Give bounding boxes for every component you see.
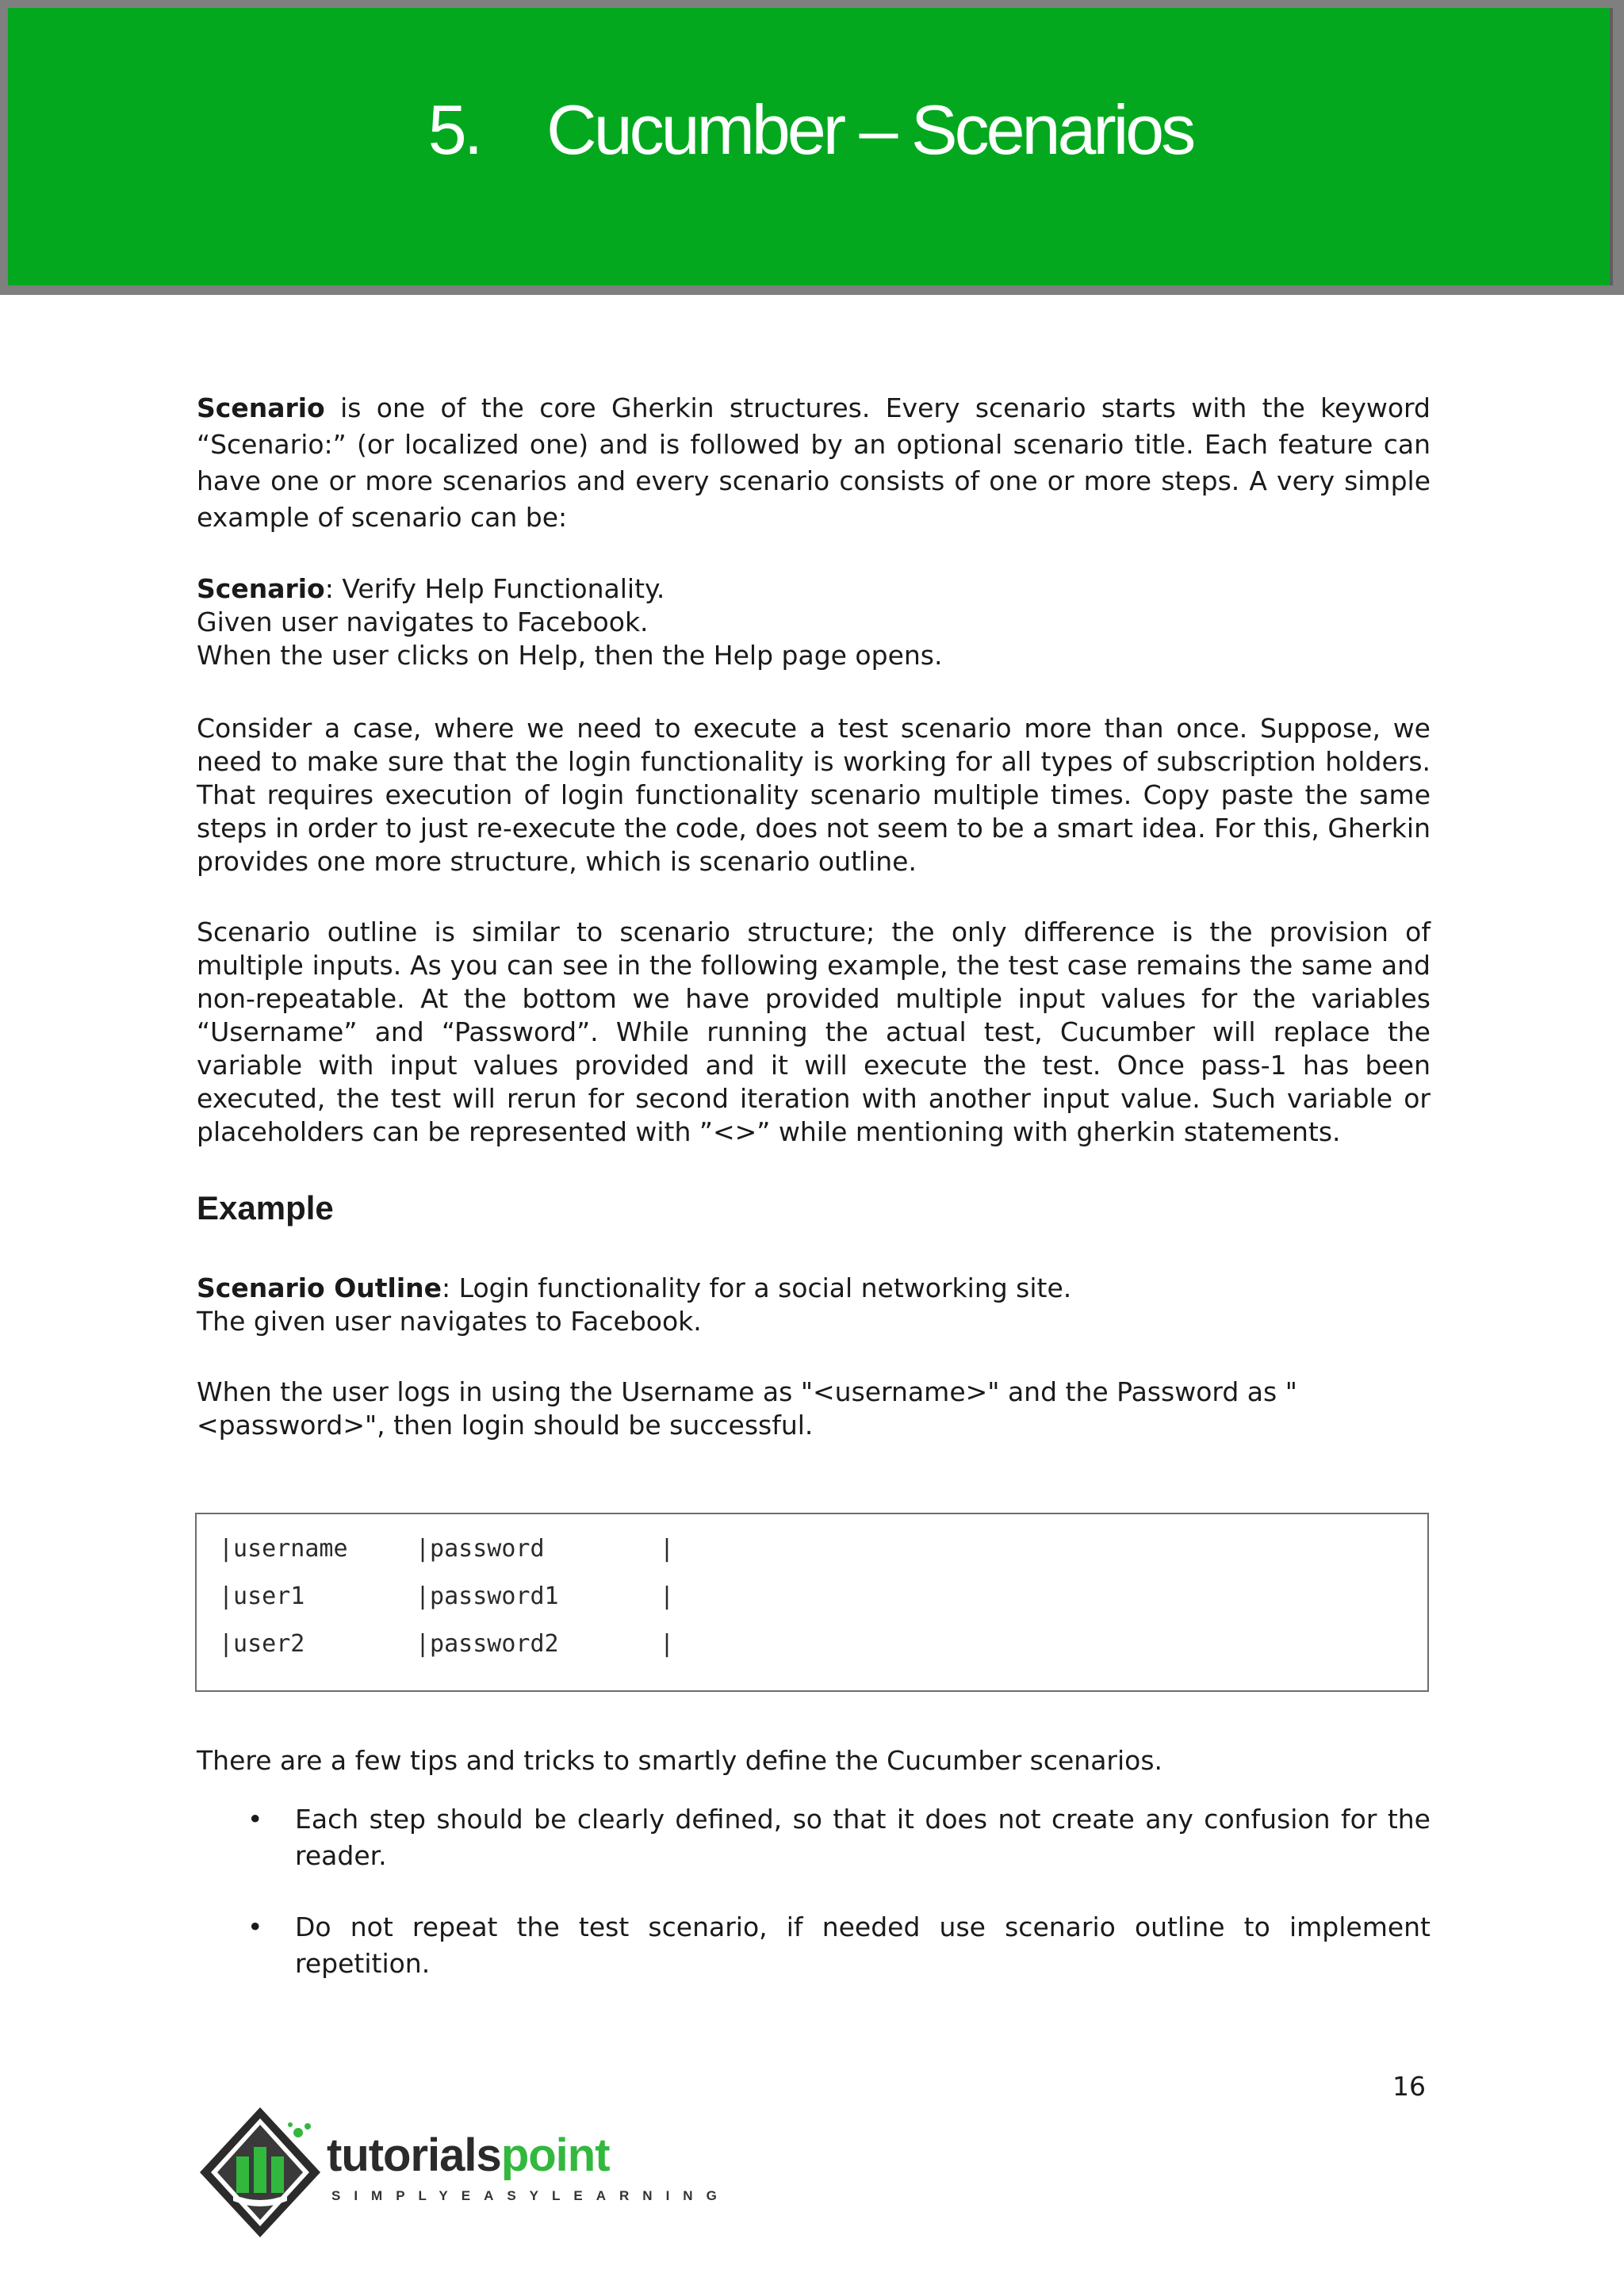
list-item: [197, 1801, 1431, 1874]
table-cell: |password1: [416, 1582, 559, 1610]
tip-text: Do not repeat the test scenario, if needed use scenario outline to implement repetition.: [295, 1911, 1431, 1979]
bullet-icon: •: [247, 1911, 263, 1942]
simple-example-line1: : Verify Help Functionality.: [324, 573, 665, 604]
page-number: 16: [1392, 2071, 1426, 2102]
outline-example-line2: The given user navigates to Facebook.: [197, 1306, 702, 1337]
table-cell: |user1: [219, 1582, 305, 1610]
list-item: [197, 1909, 1431, 1982]
table-cell: |username: [219, 1535, 348, 1563]
simple-example-term: Scenario: [197, 573, 325, 604]
chapter-banner: [0, 0, 1624, 295]
table-cell: |password2: [416, 1630, 559, 1658]
simple-scenario-example: [197, 572, 1431, 672]
example-heading: Example: [197, 1189, 334, 1226]
logo-word-dark: tutorials: [327, 2130, 501, 2181]
examples-table-row: [219, 1533, 675, 1565]
intro-term: Scenario: [197, 392, 325, 423]
examples-table-box: [195, 1513, 1429, 1692]
chapter-title: Cucumber – Scenarios: [546, 90, 1193, 169]
table-cell: |: [660, 1582, 675, 1610]
examples-table-row: [219, 1581, 675, 1613]
bullet-icon: •: [247, 1804, 263, 1835]
outline-example: [197, 1272, 1431, 1338]
tips-list: [197, 1801, 1431, 1982]
tips-intro: [197, 1743, 1431, 1779]
intro-paragraph: [197, 390, 1431, 536]
outline-when-text: When the user logs in using the Username as "<username>" and the Password as "<password>", then login should be successful.: [197, 1376, 1297, 1441]
examples-table-row: [219, 1628, 675, 1660]
chapter-heading: [8, 92, 1613, 169]
case-paragraph-text: Consider a case, where we need to execute a test scenario more than once. Suppose, we need to make sure that the login functionality is working for all types of subscription holders. That requires execution of login functionality scenario multiple times. Copy paste the same steps in order to just re-execute the code, does not seem to be a smart idea. For this, Gherkin provides one more structure, which is scenario outline.: [197, 713, 1431, 877]
table-cell: |: [660, 1630, 675, 1658]
tips-intro-text: There are a few tips and tricks to smartly define the Cucumber scenarios.: [197, 1745, 1163, 1776]
outline-example-term: Scenario Outline: [197, 1272, 442, 1303]
table-cell: |password: [416, 1535, 545, 1563]
intro-text: is one of the core Gherkin structures. Every scenario starts with the keyword “Scenario:” (or localized one) and is followed by an optional scenario title. Each feature can have one or more scenarios and every scenario consists of one or more steps. A very simple example of scenario can be:: [197, 392, 1431, 533]
simple-example-line2: Given user navigates to Facebook.: [197, 607, 649, 637]
tutorialspoint-logo: [195, 2101, 730, 2244]
simple-example-line3: When the user clicks on Help, then the Help page opens.: [197, 640, 943, 671]
logo-wordmark: [327, 2130, 610, 2181]
logo-diamond-icon: [195, 2101, 330, 2244]
outline-paragraph: [197, 916, 1431, 1149]
chapter-number: 5.: [427, 90, 481, 169]
logo-word-green: point: [500, 2130, 610, 2181]
table-cell: |user2: [219, 1630, 305, 1658]
chapter-banner-fill: [8, 8, 1613, 285]
tip-text: Each step should be clearly defined, so that it does not create any confusion for the reader.: [295, 1804, 1431, 1871]
outline-example-line1: : Login functionality for a social networking site.: [442, 1272, 1072, 1303]
case-paragraph: [197, 712, 1431, 878]
outline-when-step: [197, 1376, 1431, 1442]
table-cell: |: [660, 1535, 675, 1563]
logo-tagline: SIMPLYEASYLEARNING: [331, 2188, 730, 2203]
outline-paragraph-text: Scenario outline is similar to scenario structure; the only difference is the provision of multiple inputs. As you can see in the following example, the test case remains the same and non-repeatable. At the bottom we have provided multiple input values for the variables “Username” and “Password”. While running the actual test, Cucumber will replace the variable with input values provided and it will execute the test. Once pass-1 has been executed, the test will rerun for second iteration with another input value. Such variable or placeholders can be represented with ”<>” while mentioning with gherkin statements.: [197, 916, 1431, 1147]
